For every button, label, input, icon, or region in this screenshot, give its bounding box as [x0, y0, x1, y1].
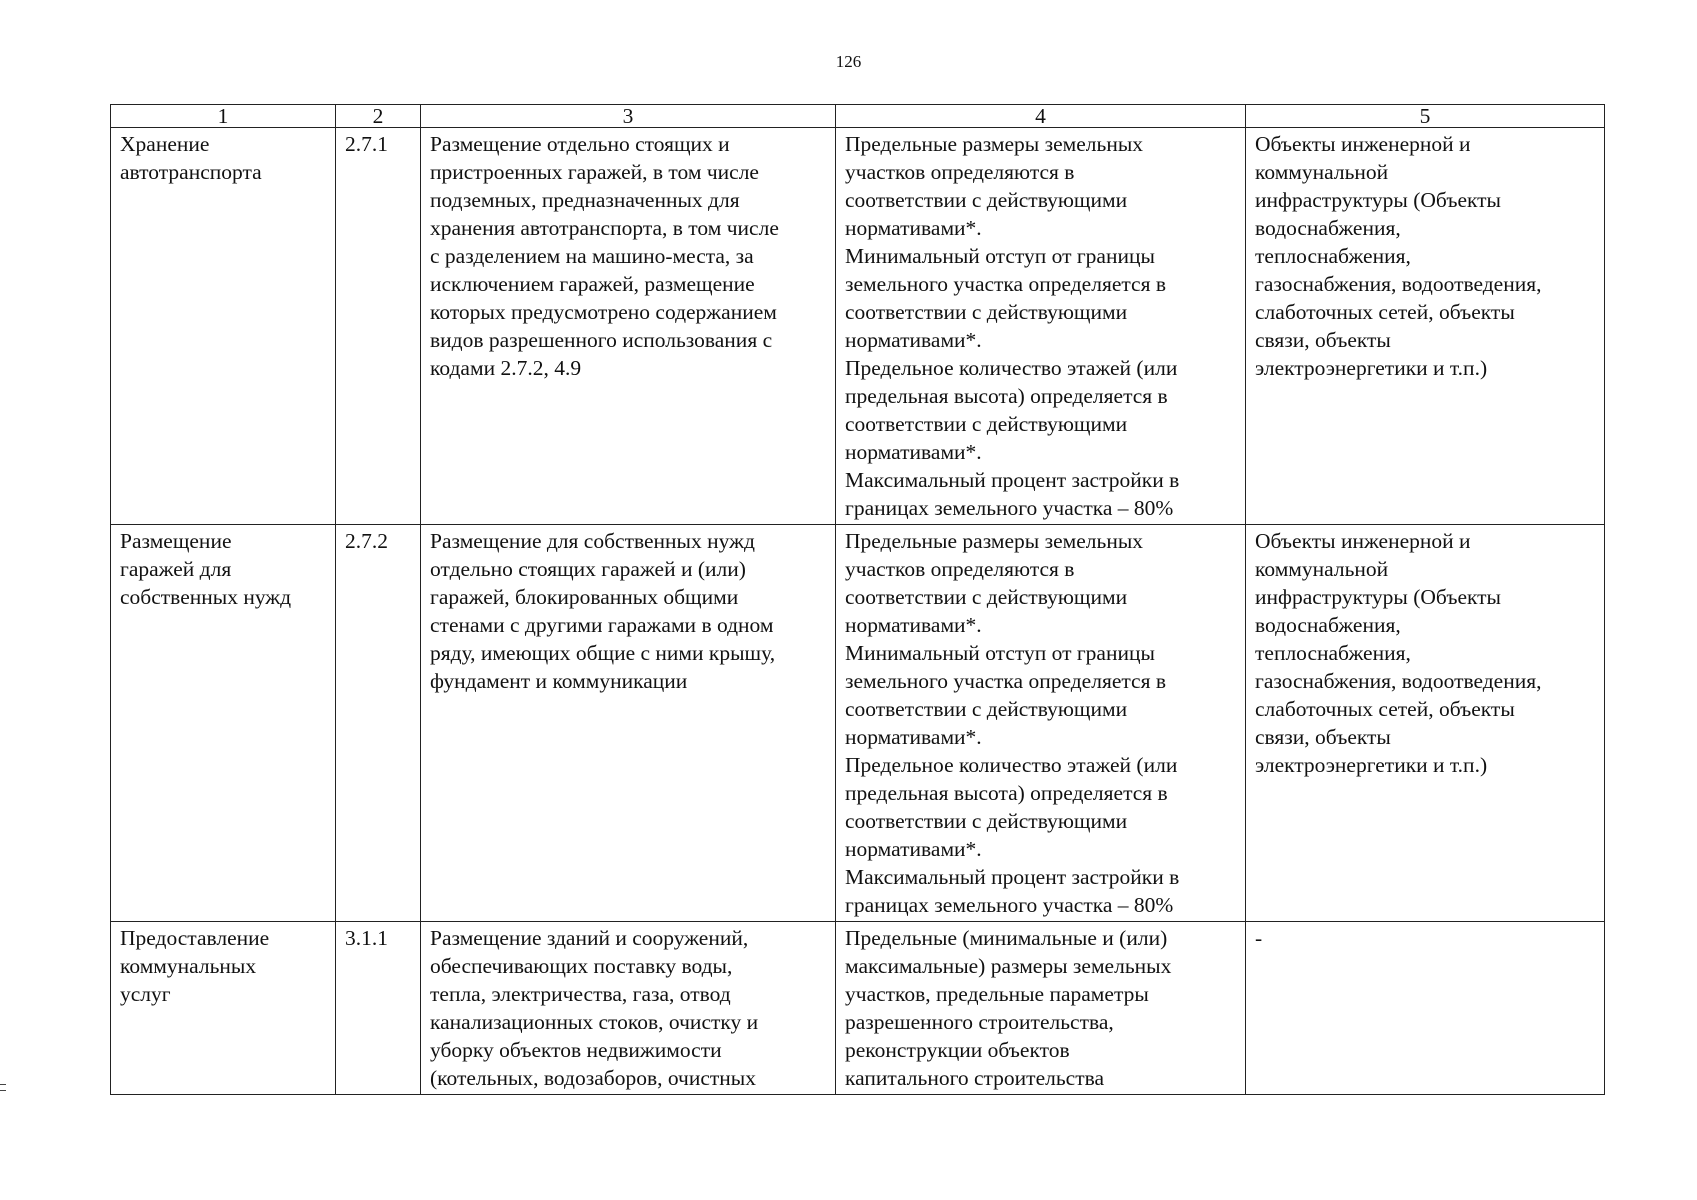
auxiliary-objects: Объекты инженерной и коммунальной инфраструктуры (Объекты водоснабжения, теплоснабжения, газоснабжения, водоотведения, слаботочных сетей, объекты связи, объекты электроэнергетики и т.п.) [1246, 128, 1605, 525]
use-type-description: Размещение для собственных нужд отдельно стоящих гаражей и (или) гаражей, блокированных общими стенами с другими гаражами в одном ряду, имеющих общие с ними крышу, фундамент и коммуникации [421, 525, 836, 922]
auxiliary-objects: Объекты инженерной и коммунальной инфраструктуры (Объекты водоснабжения, теплоснабжения, газоснабжения, водоотведения, слаботочных сетей, объекты связи, объекты электроэнергетики и т.п.) [1246, 525, 1605, 922]
use-type-name: Хранение автотранспорта [111, 128, 336, 525]
auxiliary-objects: - [1246, 922, 1605, 1095]
use-type-name: Предоставление коммунальных услуг [111, 922, 336, 1095]
page-number: 126 [835, 52, 862, 71]
use-type-description: Размещение зданий и сооружений, обеспечивающих поставку воды, тепла, электричества, газа, отвод канализационных стоков, очистку и уборку объектов недвижимости (котельных, водозаборов, очистных [421, 922, 836, 1095]
column-number-4: 4 [836, 105, 1246, 128]
use-type-code: 3.1.1 [336, 922, 421, 1095]
use-type-description: Размещение отдельно стоящих и пристроенных гаражей, в том числе подземных, предназначенных для хранения автотранспорта, в том числе с разделением на машино-места, за исключением гаражей, размещение которых предусмотрено содержанием видов разрешенного использования с кодами 2.7.2, 4.9 [421, 128, 836, 525]
construction-parameters: Предельные размеры земельных участков определяются в соответствии с действующими нормативами*. Минимальный отступ от границы земельного участка определяется в соответствии с действующими нормативами*. Предельное количество этажей (или предельная высота) определяется в соответствии с действующими нормативами*. Максимальный процент застройки в границах земельного участка – 80% [836, 525, 1246, 922]
table-row [111, 922, 1605, 1095]
column-number-5: 5 [1246, 105, 1605, 128]
construction-parameters: Предельные (минимальные и (или) максимальные) размеры земельных участков, предельные параметры разрешенного строительства, реконструкции объектов капитального строительства [836, 922, 1246, 1095]
table-row [111, 525, 1605, 922]
table-row [111, 128, 1605, 525]
scan-margin-mark [0, 1084, 6, 1085]
use-type-code: 2.7.2 [336, 525, 421, 922]
use-type-name: Размещение гаражей для собственных нужд [111, 525, 336, 922]
scan-margin-mark [0, 1090, 6, 1091]
use-type-code: 2.7.1 [336, 128, 421, 525]
column-number-2: 2 [336, 105, 421, 128]
construction-parameters: Предельные размеры земельных участков определяются в соответствии с действующими нормативами*. Минимальный отступ от границы земельного участка определяется в соответствии с действующими нормативами*. Предельное количество этажей (или предельная высота) определяется в соответствии с действующими нормативами*. Максимальный процент застройки в границах земельного участка – 80% [836, 128, 1246, 525]
column-number-row [111, 105, 1605, 128]
column-number-1: 1 [111, 105, 336, 128]
column-number-3: 3 [421, 105, 836, 128]
land-use-table [110, 104, 1605, 1095]
